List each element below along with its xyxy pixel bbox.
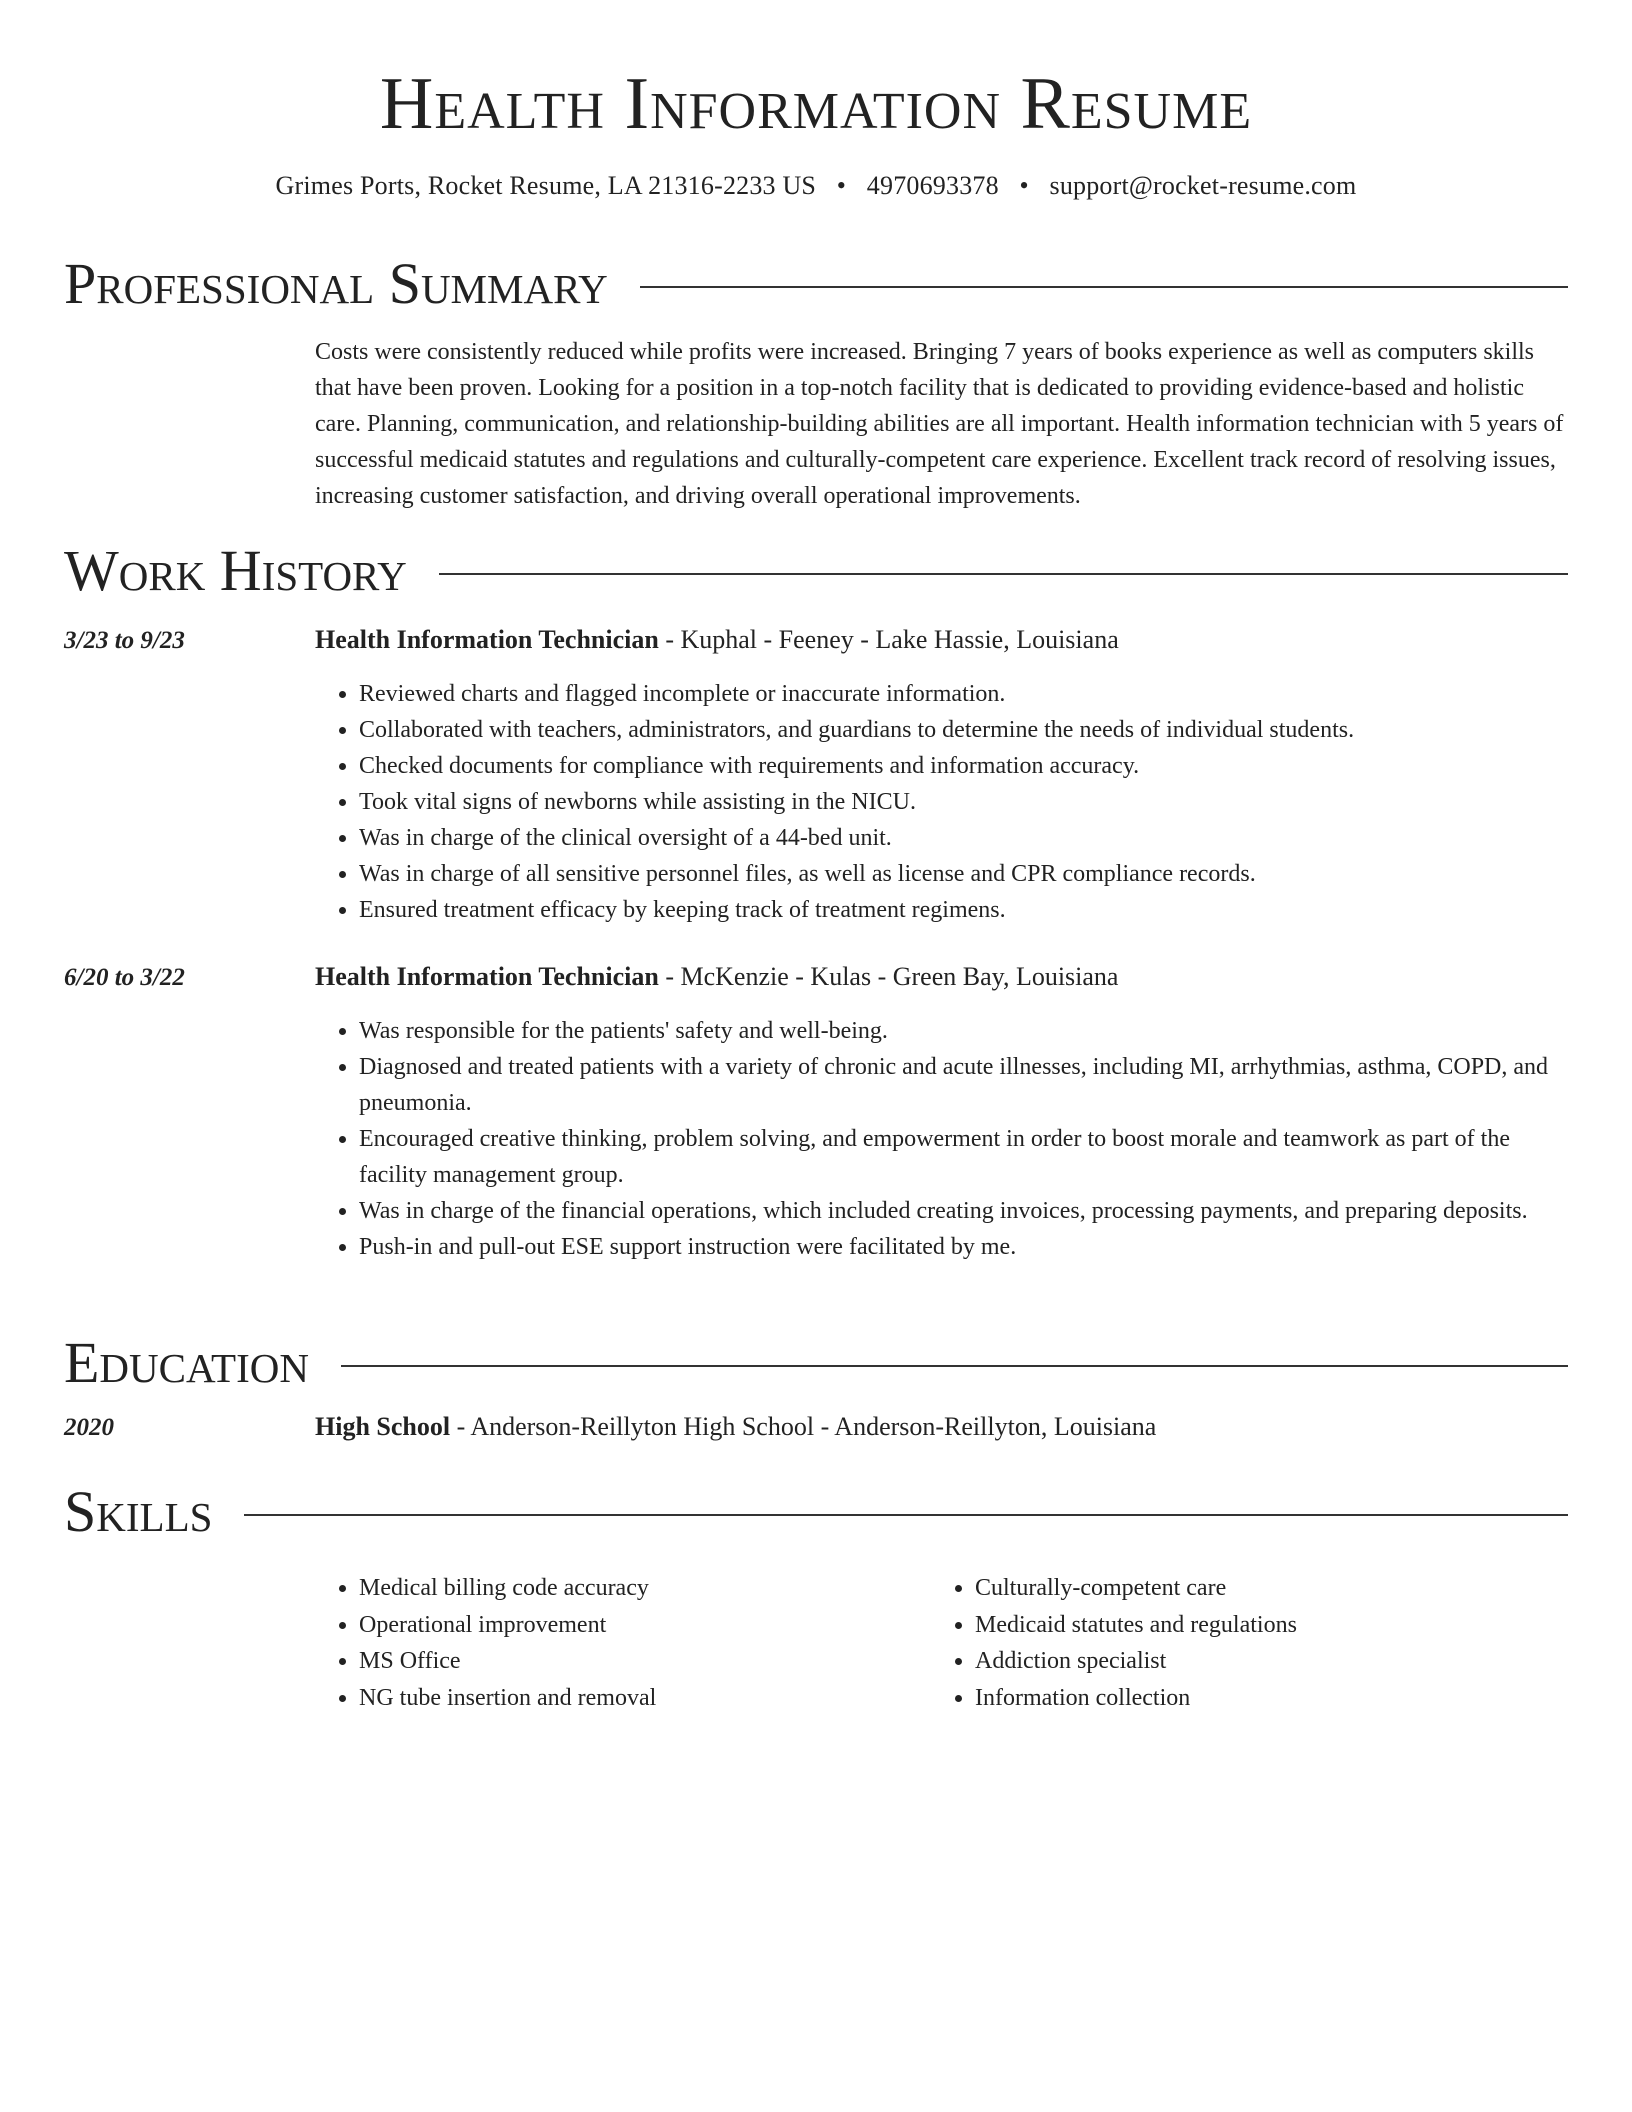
skill-item: • MS Office <box>359 1643 931 1680</box>
job-bullet: • Ensured treatment efficacy by keeping track of treatment regimens. <box>359 892 1568 928</box>
job-title: Health Information Technician <box>315 625 659 654</box>
education-details: - Anderson-Reillyton High School - Anderson-Reillyton, Louisiana <box>450 1412 1157 1441</box>
summary-text: Costs were consistently reduced while profits were increased. Bringing 7 years of books experience as well as computers skills that have been proven. Looking for a position in a top-notch facility that is dedicated to providing evidence-based and holistic care. Planning, communication, and relationship-building abilities are all important. Health information technician with 5 years of successful medicaid statutes and regulations and culturally-competent care experience. Excellent track record of resolving issues, increasing customer satisfaction, and driving overall operational improvements. <box>315 339 1564 509</box>
skill-item: • Culturally-competent care <box>975 1570 1547 1607</box>
job-entry <box>64 960 1568 1265</box>
section-divider <box>244 1514 1568 1516</box>
job-bullet: • Was responsible for the patients' safety and well-being. <box>359 1013 1568 1049</box>
skill-item: • Medical billing code accuracy <box>359 1570 931 1607</box>
section-divider <box>341 1365 1568 1367</box>
skills-list-right <box>931 1570 1547 1716</box>
resume-title: Health Information Resume <box>379 63 1253 145</box>
job-bullet: • Diagnosed and treated patients with a variety of chronic and acute illnesses, including MI, arrhythmias, asthma, COPD, and pneumonia. <box>359 1049 1568 1121</box>
section-heading-skills <box>64 1480 1568 1544</box>
job-bullet: • Collaborated with teachers, administrators, and guardians to determine the needs of individual students. <box>359 712 1568 748</box>
skill-item: • NG tube insertion and removal <box>359 1680 931 1717</box>
job-bullet: • Was in charge of the financial operations, which included creating invoices, processing payments, and preparing deposits. <box>359 1193 1568 1229</box>
job-details: - Kuphal - Feeney - Lake Hassie, Louisiana <box>658 625 1119 654</box>
job-entry <box>64 623 1568 928</box>
job-header <box>64 960 1568 995</box>
job-title: Health Information Technician <box>315 962 659 991</box>
skills-list-left <box>315 1570 931 1716</box>
job-bullet: • Checked documents for compliance with requirements and information accuracy. <box>359 748 1568 784</box>
job-details: - McKenzie - Kulas - Green Bay, Louisiana <box>658 962 1119 991</box>
education-degree: High School <box>315 1412 451 1441</box>
section-title: Skills <box>64 1479 213 1544</box>
section-title: Professional Summary <box>64 251 608 316</box>
job-bullet: • Push-in and pull-out ESE support instruction were facilitated by me. <box>359 1229 1568 1265</box>
skills-block <box>64 1570 1568 1716</box>
job-heading <box>315 960 1118 994</box>
contact-separator: • <box>836 171 847 200</box>
contact-line <box>64 168 1568 204</box>
contact-address: Grimes Ports, Rocket Resume, LA 21316-2233 US <box>275 171 817 200</box>
job-header <box>64 623 1568 658</box>
job-dates: 6/20 to 3/22 <box>64 964 185 991</box>
section-divider <box>640 286 1568 288</box>
contact-email: support@rocket-resume.com <box>1049 171 1357 200</box>
section-heading-education <box>64 1331 1568 1395</box>
contact-separator: • <box>1019 171 1029 200</box>
skill-item: • Medicaid statutes and regulations <box>975 1607 1547 1644</box>
skills-columns <box>315 1570 1568 1716</box>
job-bullet: • Was in charge of the clinical oversight of a 44-bed unit. <box>359 820 1568 856</box>
job-bullet: • Encouraged creative thinking, problem solving, and empowerment in order to boost morale and teamwork as part of the facility management group. <box>359 1121 1568 1193</box>
education-entry <box>64 1410 1568 1445</box>
job-heading <box>315 623 1119 657</box>
skill-item: • Information collection <box>975 1680 1547 1717</box>
education-year: 2020 <box>64 1414 114 1441</box>
job-bullet: • Reviewed charts and flagged incomplete or inaccurate information. <box>359 676 1568 712</box>
section-heading-work <box>64 539 1568 603</box>
education-heading <box>315 1410 1156 1444</box>
section-title: Work History <box>64 538 407 603</box>
skill-item: • Addiction specialist <box>975 1643 1547 1680</box>
resume-page <box>64 0 1568 1711</box>
contact-phone: 4970693378 <box>866 171 999 200</box>
education-header <box>64 1410 1568 1445</box>
job-bullet: • Was in charge of all sensitive personnel files, as well as license and CPR compliance records. <box>359 856 1568 892</box>
job-bullets <box>315 1013 1568 1265</box>
skill-item: • Operational improvement <box>359 1607 931 1644</box>
job-dates: 3/23 to 9/23 <box>64 627 185 654</box>
section-title: Education <box>64 1330 309 1395</box>
job-bullets <box>315 676 1568 928</box>
job-bullet: • Took vital signs of newborns while assisting in the NICU. <box>359 784 1568 820</box>
summary-block <box>64 334 1568 514</box>
section-divider <box>439 573 1568 575</box>
section-heading-summary <box>64 252 1568 316</box>
